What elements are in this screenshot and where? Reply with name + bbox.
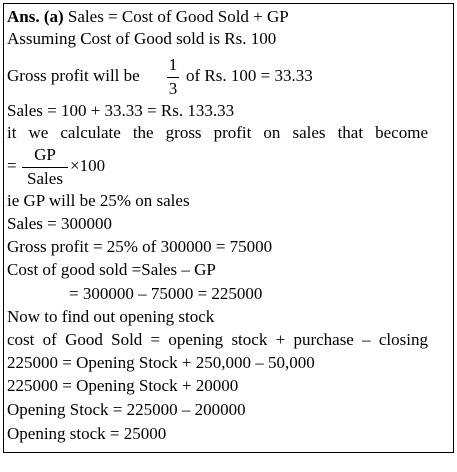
fraction-one-third-bar <box>167 77 179 78</box>
line-1 <box>7 7 289 27</box>
fraction-one-third-numerator: 1 <box>168 55 178 74</box>
line-14: 225000 = Opening Stock + 250,000 – 50,000 <box>7 353 315 372</box>
line-2: Assuming Cost of Good sold is Rs. 100 <box>7 29 277 48</box>
line-11: = 300000 – 75000 = 225000 <box>69 284 263 303</box>
line-1-text: Sales = Cost of Good Sold + GP <box>67 7 289 26</box>
line-13: cost of Good Sold = opening stock + purchase – closing <box>7 330 428 349</box>
fraction-gp-numerator: GP <box>34 145 56 164</box>
line-5: it we calculate the gross profit on sales that become <box>7 123 428 142</box>
line-16: Opening Stock = 225000 – 200000 <box>7 400 246 419</box>
line-3-suffix: of Rs. 100 = 33.33 <box>186 66 313 85</box>
answer-label: Ans. (a) <box>7 7 64 26</box>
line-6-equals: = <box>7 156 17 175</box>
fraction-gp-denominator: Sales <box>27 169 63 188</box>
line-12: Now to find out opening stock <box>7 307 215 326</box>
line-9: Gross profit = 25% of 300000 = 75000 <box>7 237 273 256</box>
line-4: Sales = 100 + 33.33 = Rs. 133.33 <box>7 101 235 120</box>
line-8: Sales = 300000 <box>7 214 112 233</box>
line-10: Cost of good sold =Sales – GP <box>7 260 216 279</box>
line-3-prefix: Gross profit will be <box>7 66 140 85</box>
fraction-gp-bar <box>22 167 68 168</box>
line-7: ie GP will be 25% on sales <box>7 191 190 210</box>
line-15: 225000 = Opening Stock + 20000 <box>7 376 239 395</box>
line-17: Opening stock = 25000 <box>7 424 167 443</box>
line-6-suffix: ×100 <box>70 156 106 175</box>
fraction-one-third-denominator: 3 <box>168 79 178 98</box>
